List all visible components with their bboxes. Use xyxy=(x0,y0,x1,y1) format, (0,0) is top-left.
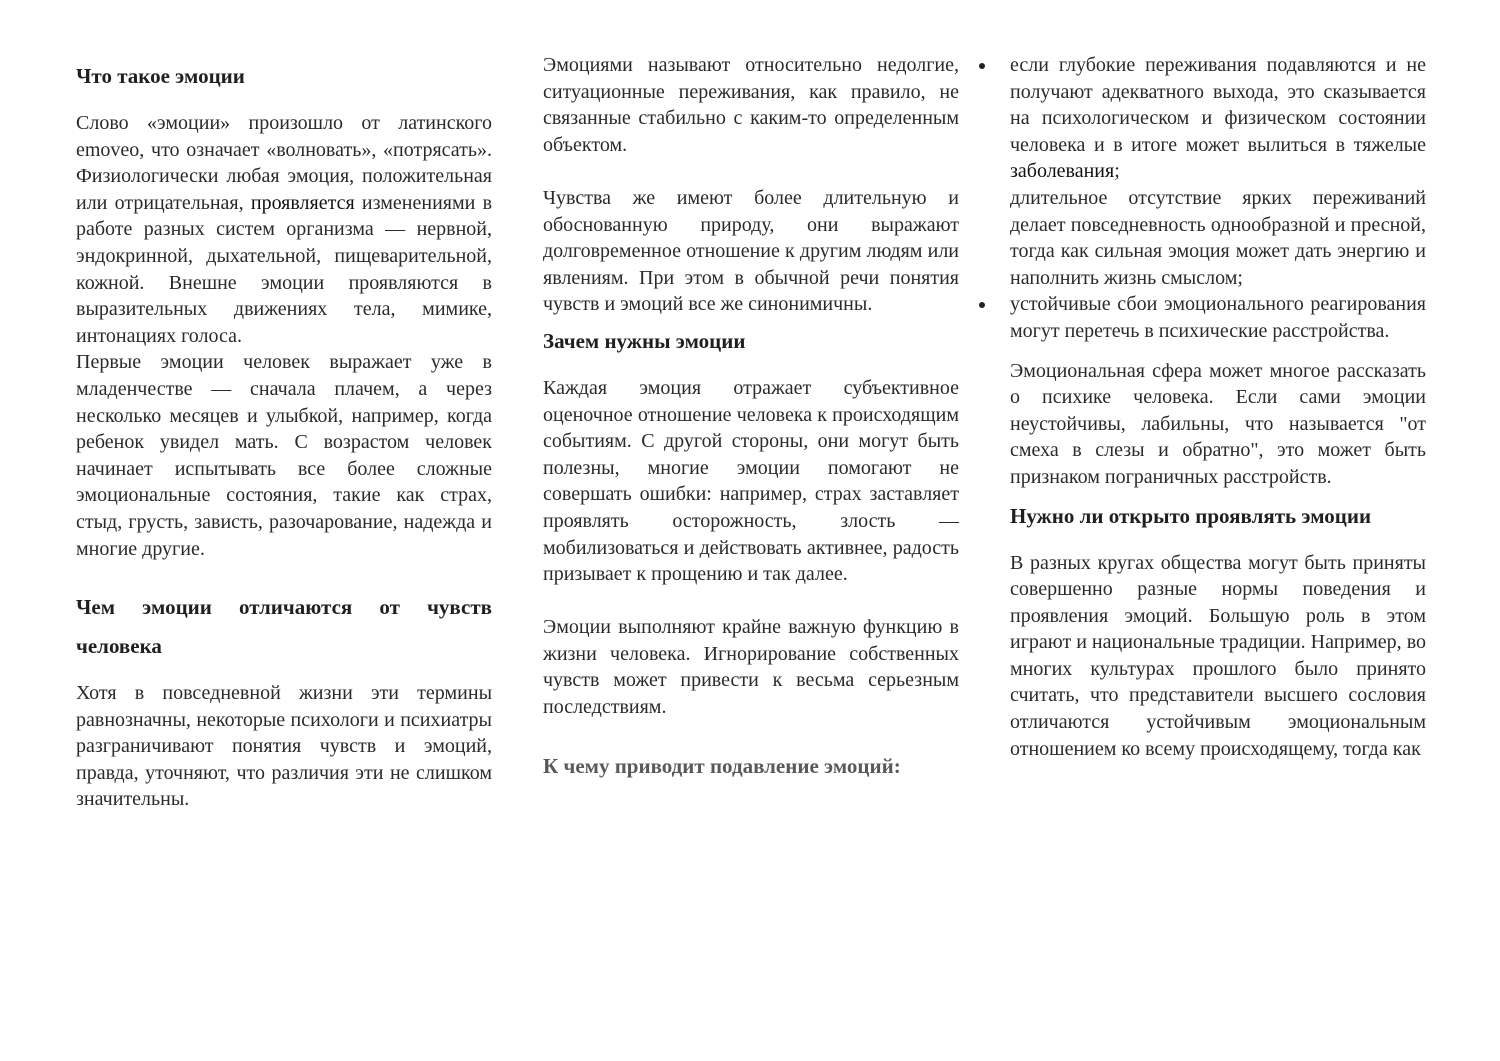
list-item: если глубокие переживания подавляются и не получают адекватного выхода, это сказывается на психологическом и физическом состоянии человека и в итоге может вылиться в тяжелые заболевания; xyxy=(1010,52,1426,185)
paragraph-function: Эмоции выполняют крайне важную функцию в жизни человека. Игнорирование собственных чувств может привести к весьма серьезным последствиям. xyxy=(543,616,959,719)
inline-link-diseases[interactable]: заболевания xyxy=(1010,160,1115,183)
list-item: устойчивые сбои эмоционального реагирования могут перетечь в психические расстройства. xyxy=(1010,291,1426,344)
paragraph-social-norms: В разных кругах общества могут быть приняты совершенно разные нормы поведения и проявления эмоций. Большую роль в этом играют и национальные традиции. Например, во многих культурах прошлого было принято считать, что представители высшего сословия отличаются устойчивым эмоциональным отношением ко всему происходящему, тогда как xyxy=(1010,551,1426,760)
heading-suppression: К чему приводит подавление эмоций: xyxy=(543,753,901,778)
paragraph-definition: Слово «эмоции» произошло от латинского emoveo, что означает «волновать», «потрясать». Физиологически любая эмоция, положительная или отрицательная, проявляется изменениями в работе разных систем организма — нервной, эндокринной, дыхательной, пищеварительной, кожной. Внешне эмоции проявляются в выразительных движениях тела, мимике, интонациях голоса. xyxy=(76,112,493,347)
column-left xyxy=(76,52,492,813)
list-item: длительное отсутствие ярких переживаний делает повседневность однообразной и пресной, тогда как сильная эмоция может дать энергию и наполнить жизнь смыслом; xyxy=(1010,186,1426,289)
column-right xyxy=(1010,52,1426,762)
paragraph-each-emotion: Каждая эмоция отражает субъективное оценочное отношение человека к происходящим событиям. С другой стороны, они могут быть полезны, многие эмоции помогают не совершать ошибки: например, страх заставляет проявлять осторожность, злость — мобилизоваться и действовать активнее, радость призывает к прощению и так далее. xyxy=(543,376,959,586)
heading-emotions-vs-feelings: Чем эмоции отличаются от чувств человека xyxy=(76,595,492,659)
paragraph-terms: Хотя в повседневной жизни эти термины равнозначны, некоторые психологи и психиатры разграничивают понятия чувств и эмоций, правда, уточняют, что различия эти не слишком значительны. xyxy=(76,682,492,811)
heading-express-openly: Нужно ли открыто проявлять эмоции xyxy=(1010,503,1372,528)
inline-link-manifests[interactable]: проявляется xyxy=(250,191,355,214)
paragraph-feelings: Чувства же имеют более длительную и обоснованную природу, они выражают долговременное отношение к другим людям или явлениям. При этом в обычной речи понятия чувств и эмоций все же синонимичны. xyxy=(543,186,959,316)
paragraph-first-emotions: Первые эмоции человек выражает уже в младенчестве — сначала плачем, а через несколько месяцев и улыбкой, например, когда ребенок увидел мать. С возрастом человек начинает испытывать все более сложные эмоциональные состояния, такие как страх, стыд, грусть, зависть, разочарование, надежда и многие другие. xyxy=(76,351,492,560)
bullet-list-consequences xyxy=(1010,52,1426,345)
heading-why-emotions: Зачем нужны эмоции xyxy=(543,328,746,353)
heading-what-are-emotions: Что такое эмоции xyxy=(76,64,245,88)
paragraph-emotional-sphere: Эмоциональная сфера может многое рассказать о психике человека. Если сами эмоции неустойчивы, лабильны, что называется "от смеха в слезы и обратно", это может быть признаком пограничных расстройств. xyxy=(1010,359,1426,488)
paragraph-emotions-definition: Эмоциями называют относительно недолгие, ситуационные переживания, как правило, не связанные стабильно с каким-то определенным объектом. xyxy=(543,54,959,156)
column-middle xyxy=(543,52,959,781)
